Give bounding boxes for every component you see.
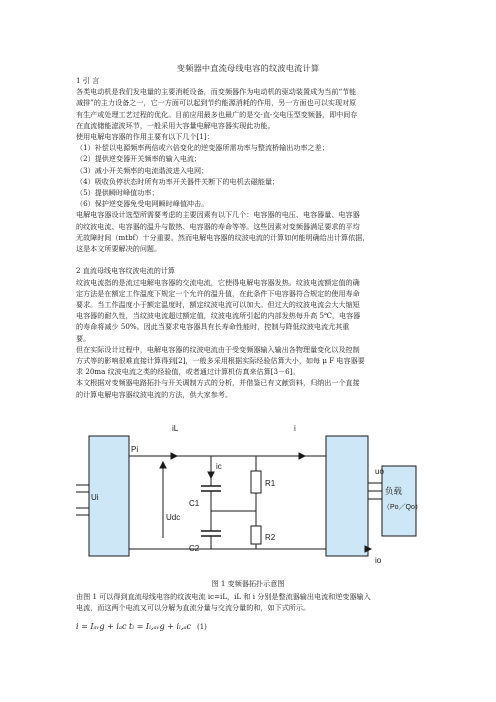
equation-text: i = Iₐᵥg + iₐc tₗ = Iₗ,ₐᵥg + iₗ,ₐc xyxy=(76,622,191,631)
paragraph-line: 本文根据对变频器电路拓扑与开关调制方式的分析，并借鉴已有文献资料，归纳出一个直接 xyxy=(76,378,360,388)
load-block xyxy=(382,466,416,536)
paragraph-line: 各类电动机是我们发电量的主要消耗设备，而变频器作为电动机的驱动装置成为当前“节能 xyxy=(76,87,357,97)
intro-section xyxy=(76,75,426,400)
topology-diagram xyxy=(76,408,422,576)
label-r1: R1 xyxy=(265,479,276,488)
paragraph-line: 要求。当工作温度小于额定温度时，额定纹波电流可以加大。但过大的纹波电流会大大缩短 xyxy=(76,300,360,310)
paragraph-line: 电容器的耐久性，当纹波电流超过额定值，纹波电流所引起的内部发热每升高 5℃，电容器 xyxy=(76,311,361,321)
label-il: iL xyxy=(172,424,179,433)
paragraph-line: 但在实际设计过程中，电解电容器的纹波电流由于受变频器输入输出各物理量变化以及控制 xyxy=(76,344,360,354)
paragraph-line: 的计算电解电容器纹波电流的方法，供大家参考。 xyxy=(76,389,233,399)
paragraph-line: 的寿命将减少 50%。因此当要求电容器具有长寿命性能时，控制与降低纹波电流尤其重 xyxy=(76,322,350,332)
label-c1: C1 xyxy=(189,499,200,508)
paragraph-line: （4）吸收负停状态时所有功率开关器件关断下的电机去磁能量； xyxy=(76,176,280,186)
paragraph-line: 由图 1 可以得到直流母线电容的纹波电流 ic=iL，iL 和 i 分别是整流器输出电流和逆变器输入 xyxy=(76,592,371,601)
label-r2: R2 xyxy=(265,533,276,542)
label-uo: uo xyxy=(375,467,384,476)
label-ic: ic xyxy=(216,462,222,471)
paragraph-line: 使用电解电容器的作用主要有以下几个[1]： xyxy=(76,132,214,142)
figure-caption: 图 1 变频器拓扑示意图 xyxy=(211,579,285,588)
inverter-block xyxy=(326,436,368,556)
label-udc: Udc xyxy=(166,513,181,522)
paragraph-line: 在直流储能滤波环节，一般采用大容量电解电容器实现此功能。 xyxy=(76,120,275,130)
paragraph-line: 纹波电流指的是流过电解电容器的交流电流，它使得电解电容器发热。纹波电流额定值的确 xyxy=(76,277,360,287)
paragraph-line: 减排”的主力设备之一，它一方面可以起到节约能源消耗的作用，另一方面也可以实现对原 xyxy=(76,98,357,108)
label-pi: Pi xyxy=(131,445,139,454)
paragraph-line: 电流，而这两个电流又可以分解为直流分量与交流分量的和，如下式所示。 xyxy=(76,603,311,613)
page-title: 变频器中直流母线电容的纹波电流计算 xyxy=(176,63,320,73)
paragraph-line: 有生产或处理工艺过程的优化。目前应用最多也最广的是交-直-交电压型变频器，即中间存 xyxy=(76,109,358,119)
paragraph-line xyxy=(76,254,426,265)
paragraph-line: 定方法是在额定工作温度下规定一个允许的温升值，在此条件下电容器符合规定的使用寿命 xyxy=(76,288,360,298)
paragraph-line: 2 直流母线电容纹波电流的计算 xyxy=(76,266,175,276)
equation-1 xyxy=(76,622,207,631)
label-c2: C2 xyxy=(189,544,200,553)
paragraph-line: 要。 xyxy=(76,333,91,343)
paragraph-line: （1）补偿以电源频率两倍或六倍变化的逆变器所需功率与整流桥输出功率之差； xyxy=(76,143,329,153)
resistor-r2 xyxy=(251,526,261,544)
resistor-r1 xyxy=(251,471,261,493)
arrow-icon xyxy=(171,453,177,459)
label-load-power: （Po／Qo） xyxy=(383,504,422,511)
arrow-icon xyxy=(208,472,214,478)
paragraph-line: （5）提供瞬时峰值功率； xyxy=(76,188,159,198)
figure-explanation xyxy=(76,591,426,613)
paragraph-line: （3）减小开关频率的电流谐波进入电网； xyxy=(76,165,209,175)
paragraph-line: 无故障时间（mtbf）十分重要。然而电解电容器的纹波电流的计算如何能明确给出计算依据， xyxy=(76,232,370,242)
paragraph-line: 1 引 言 xyxy=(76,76,100,85)
paragraph-line: （2）提供逆变器开关频率的输入电流； xyxy=(76,154,202,164)
label-i: i xyxy=(294,424,296,433)
paragraph-line: 的纹波电流、电容器的温升与散热、电容器的寿命等等。这些因素对变频器满足要求的平均 xyxy=(76,221,360,231)
arrow-icon xyxy=(299,453,305,459)
paragraph-line: 这是本文所要解决的问题。 xyxy=(76,244,162,254)
label-io: io xyxy=(375,556,382,565)
label-ui: Ui xyxy=(91,493,99,502)
equation-number: (1) xyxy=(197,623,207,631)
paragraph-line: 电解电容器设计选型所需要考虑的主要因素有以下几个：电容器的电压、电容器量、电容器 xyxy=(76,210,360,220)
arrow-icon xyxy=(160,462,166,468)
paragraph-line: 求 20ma 纹波电流之类的经验值，或者通过计算机仿真来估算[3－6]。 xyxy=(76,367,300,377)
paragraph-line: （6）保护逆变器免受电网瞬时峰值冲击。 xyxy=(76,199,209,209)
paragraph-line: 方式等的影响很难直接计算得到[2]，一般多采用根据实际经验估算大小，如每 μ F 电容器要 xyxy=(76,356,365,366)
label-load: 负载 xyxy=(385,486,403,496)
